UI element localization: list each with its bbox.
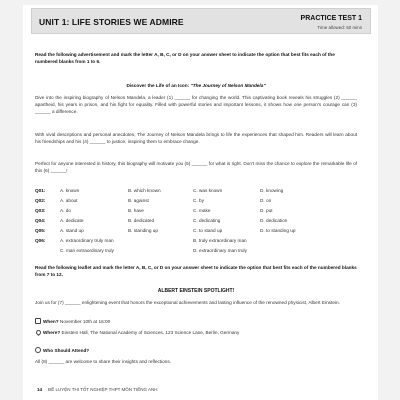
question-number: Q04: — [35, 218, 46, 223]
option-b[interactable]: B. dedicated — [128, 218, 155, 223]
option-b[interactable]: B. have — [128, 208, 144, 213]
question-number: Q03: — [35, 208, 46, 213]
when-label: When? — [43, 319, 59, 324]
option-d[interactable]: D. to standing up — [260, 228, 296, 233]
option-a[interactable]: A. do — [60, 208, 71, 213]
option-c[interactable]: C. man extraordinary truly — [60, 248, 114, 253]
calendar-icon — [35, 318, 41, 324]
book-title: ĐỀ LUYỆN THI TỐT NGHIỆP THPT MÔN TIẾNG ANH — [48, 387, 158, 392]
ad-title-prefix: Discover the Life of an Icon: — [126, 83, 191, 88]
option-c[interactable]: C. by — [193, 198, 204, 203]
page-number: 14 — [37, 387, 43, 392]
ad-paragraph-3: Perfect for anyone interested in history, this biography will motivate you (5) ______ for what is right. Don't miss the chance to explore the remarkable life of this (6) ______! — [35, 161, 357, 174]
people-icon — [35, 347, 41, 353]
option-a[interactable]: A. known — [60, 188, 80, 193]
leaflet-title: ALBERT EINSTEIN SPOTLIGHT! — [157, 288, 235, 294]
where-line — [35, 329, 357, 336]
instruction-1: Read the following advertisement and mark the letter A, B, C, or D on your answer sheet to indicate the option that best fits each of the numbered blanks from 1 to 6. — [35, 52, 335, 65]
option-c[interactable]: C. dedicating — [193, 218, 221, 223]
worksheet-page — [23, 5, 378, 400]
ad-title-book: "The Journey of Nelson Mandela" — [190, 83, 266, 88]
question-number: Q01: — [35, 188, 46, 193]
who-line — [35, 347, 357, 354]
page-footer — [37, 387, 157, 392]
when-value: November 10th at 16:00 — [58, 319, 111, 324]
option-a[interactable]: A. dedicate — [60, 218, 84, 223]
option-d[interactable]: D. dedication — [260, 218, 288, 223]
option-b[interactable]: B. truly extraordinary man — [193, 238, 247, 243]
ad-paragraph-2: With vivid descriptions and personal anecdotes, The Journey of Nelson Mandela brings to life the experiences that shaped him. Readers will learn about his friendships and his (4) ______ to justice, inspiring them to embrace change. — [35, 132, 357, 145]
location-pin-icon — [35, 329, 42, 336]
option-b[interactable]: B. against — [128, 198, 149, 203]
option-d[interactable]: D. knowing — [260, 188, 284, 193]
ad-paragraph-1: Dive into the inspiring biography of Nelson Mandela, a leader (1) ______ for changing the world. This captivating book reveals his struggles (2) ______ apartheid, his years in prison, and his fight for equality. Filled with powerful stories and important lessons, it shows how one person's courage can (3) ______ a difference. — [35, 95, 357, 115]
unit-title: UNIT 1: LIFE STORIES WE ADMIRE — [39, 17, 184, 27]
who-label: Who Should Attend? — [43, 348, 90, 353]
where-value: Einstein Hall, The National Academy of Sciences, 123 Science Lane, Berlin, Germany — [60, 330, 240, 335]
leaflet-intro: Join us for (7) ______ enlightening event that honors the exceptional achievements and lasting influence of the renowned physicist, Albert Einstein. — [35, 300, 340, 305]
ad-title — [35, 82, 357, 89]
option-a[interactable]: A. stand up — [60, 228, 84, 233]
option-d[interactable]: D. put — [260, 208, 273, 213]
practice-test-label: PRACTICE TEST 1 — [300, 15, 362, 22]
option-d[interactable]: D. extraordinary man truly — [193, 248, 247, 253]
question-number: Q06: — [35, 238, 46, 243]
option-b[interactable]: B. which known — [128, 188, 161, 193]
time-allowed: Time allowed: 50 mins — [317, 25, 362, 30]
option-c[interactable]: C. was known — [193, 188, 223, 193]
option-c[interactable]: C. to stand up — [193, 228, 223, 233]
instruction-2: Read the following leaflet and mark the letter A, B, C, or D on your answer sheet to indicate the option that best fits each of the numbered blanks from 7 to 12. — [35, 265, 357, 278]
when-line — [35, 318, 357, 325]
option-a[interactable]: A. about — [60, 198, 78, 203]
option-b[interactable]: B. standing up — [128, 228, 158, 233]
attendees-line: All (8) ______ are welcome to share their insights and reflections. — [35, 359, 172, 364]
question-number: Q02: — [35, 198, 46, 203]
where-label: Where? — [43, 330, 61, 335]
unit-header — [31, 8, 371, 34]
option-c[interactable]: C. make — [193, 208, 211, 213]
question-number: Q05: — [35, 228, 46, 233]
option-a[interactable]: A. extraordinary truly man — [60, 238, 114, 243]
option-d[interactable]: D. on — [260, 198, 272, 203]
